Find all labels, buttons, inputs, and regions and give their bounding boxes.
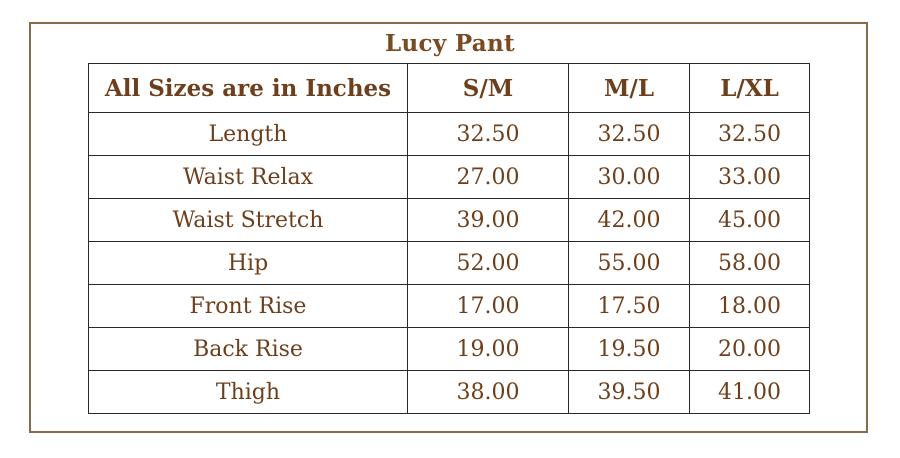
cell-value: 19.00 (408, 328, 569, 371)
row-label: Waist Relax (89, 156, 408, 199)
table-row (89, 156, 810, 199)
row-label: Length (89, 113, 408, 156)
cell-value: 41.00 (690, 371, 810, 414)
cell-value: 32.50 (569, 113, 690, 156)
table-row (89, 242, 810, 285)
table-row (89, 371, 810, 414)
table-row (89, 199, 810, 242)
header-units: All Sizes are in Inches (89, 64, 408, 113)
cell-value: 39.00 (408, 199, 569, 242)
cell-value: 17.50 (569, 285, 690, 328)
cell-value: 20.00 (690, 328, 810, 371)
table-row (89, 328, 810, 371)
row-label: Back Rise (89, 328, 408, 371)
table-row (89, 285, 810, 328)
chart-title: Lucy Pant (385, 30, 515, 57)
cell-value: 52.00 (408, 242, 569, 285)
cell-value: 19.50 (569, 328, 690, 371)
table-header-row (89, 64, 810, 113)
size-chart-table (88, 63, 810, 414)
cell-value: 55.00 (569, 242, 690, 285)
header-size-ml: M/L (569, 64, 690, 113)
cell-value: 32.50 (690, 113, 810, 156)
header-size-sm: S/M (408, 64, 569, 113)
cell-value: 32.50 (408, 113, 569, 156)
cell-value: 42.00 (569, 199, 690, 242)
table-row (89, 113, 810, 156)
cell-value: 27.00 (408, 156, 569, 199)
cell-value: 39.50 (569, 371, 690, 414)
header-size-lxl: L/XL (690, 64, 810, 113)
cell-value: 58.00 (690, 242, 810, 285)
row-label: Thigh (89, 371, 408, 414)
cell-value: 45.00 (690, 199, 810, 242)
row-label: Hip (89, 242, 408, 285)
cell-value: 38.00 (408, 371, 569, 414)
cell-value: 30.00 (569, 156, 690, 199)
row-label: Waist Stretch (89, 199, 408, 242)
row-label: Front Rise (89, 285, 408, 328)
cell-value: 33.00 (690, 156, 810, 199)
cell-value: 17.00 (408, 285, 569, 328)
cell-value: 18.00 (690, 285, 810, 328)
